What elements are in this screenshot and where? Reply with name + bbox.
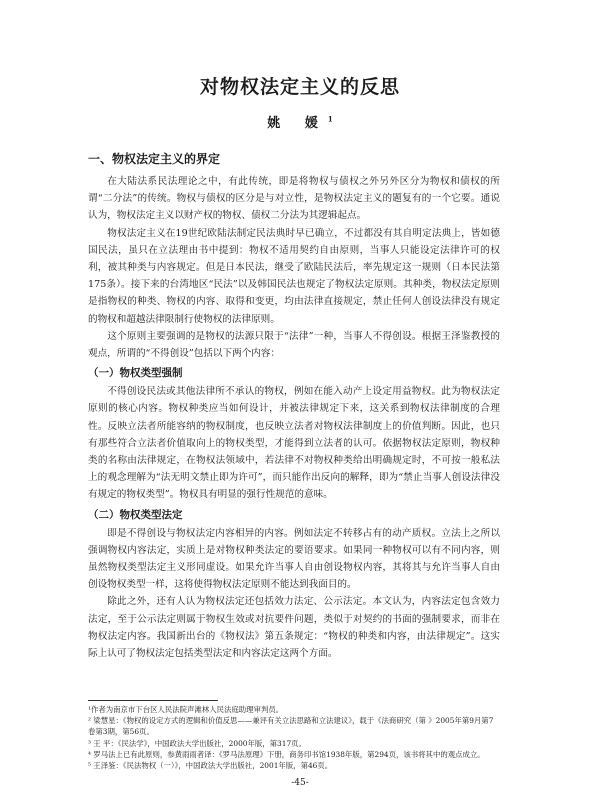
subsection-heading: （二）物权类型法定 <box>88 508 183 521</box>
footnote-divider <box>88 700 218 701</box>
author-name: 姚 媛 <box>267 116 328 131</box>
page-number: -45- <box>291 778 309 788</box>
footnote: ³ 王 平：《民法学》，中国政法大学出版社，2000年版，第317页。 <box>88 738 306 748</box>
body-content <box>88 150 500 662</box>
footnote: ⁵ 王泽鉴：《民法物权（一）》，中国政法大学出版社，2001年版，第46页。 <box>88 761 333 771</box>
footnotes <box>88 700 500 771</box>
paragraph: 在大陆法系民法理论之中，有此传统，即是将物权与债权之外另外区分为物权和债权的所谓“二分法”的传统。物权与债权的区分是与对立性，是物权法定主义的题复有的一个它要。通说认为，物权法定主义以财产权的物权、债权二分法为其逻辑起点。 <box>88 176 500 222</box>
footnote: ² 梁慧星：《物权的设定方式的逻辑和价值反思——兼评有关立法思路和立法建议》，载于《法商研究（第 》2005年第9月第7卷第3期，第56页。 <box>88 716 494 737</box>
paragraph: 物权法定主义在19世纪欧陆法制定民法典时早已确立，不过都没有其自明定法典上，皆如德国民法，虽只在立法理由书中提到：物权不适用契约自由原则，当事人只能设定法律许可的权利，被其种类与内容规定。但是日本民法，继受了欧陆民法后，率先规定这一规则（日本民法第175条）。接下来的台湾地区“民法”以及韩国民法也规定了物权法定原则。其种类，物权法定原则是指物权的种类、物权的内容、取得和变更，均由法律直接规定，禁止任何人创设法律没有规定的物权和超越法律限制行使物权的法律原则。 <box>88 227 500 325</box>
section-heading: 一、物权法定主义的界定 <box>88 152 221 166</box>
paper-title: 对物权法定主义的反思 <box>199 76 400 98</box>
footnote: ⁴ 罗马法上已有此原则，参黄雨雨者译：《罗马法原理》下册，商务印书馆1938年版，第294页，该书将其中的观点成立。 <box>88 749 485 759</box>
paragraph: 这个原则主要强调的是物权的法源只限于“法律”一种，当事人不得创设。根据王泽鉴教授的观点，所谓的“不得创设”包括以下两个内容： <box>88 330 500 360</box>
paragraph: 不得创设民法或其他法律所不承认的物权，例如在能入动产上设定用益物权。此为物权法定原则的核心内容。物权种类应当如何设计，并被法律规定下来，这关系到物权法律制度的合理性。反映立法者所能容纳的物权制度，也反映立法者对物权法律制度上的价值判断。因此，也只有那些符合立法者价值取向上的物权类型，才能得到立法者的认可。依据物权法定原则，物权种类的名称由法律规定，在物权法领域中，若法律不对物权种类给出明确规定时，不可按一般私法上的观念理解为“法无明文禁止即为许可”，而只能作出反向的解释，即为“禁止当事人创设法律没有规定的物权类型”。物权具有明显的强行性规范的意味。 <box>88 386 500 501</box>
subsection-heading: （一）物权类型强制 <box>88 367 183 380</box>
author-footnote-mark: 1 <box>327 114 333 124</box>
paragraph: 即是不得创设与物权法定内容相异的内容。例如法定不转移占有的动产质权。立法上之所以强调物权内容法定，实质上是对物权种类法定的要语要求。如果同一种物权可以有不同内容，则虽然物权类型法定主义形同虚设。如果允许当事人自由创设物权内容，其将其与允许当事人自由创设物权类型一样，这将使得物权法定原则不能达到我面目的。 <box>88 527 500 591</box>
paragraph: 除此之外，还有人认为物权法定还包括效力法定、公示法定。本文认为，内容法定包含效力法定，至于公示法定则属于物权生效或对抗要件问题，类似于对契约的书面的强制要求，而非在物权法定内容。我国新出台的《物权法》第五条规定：“物权的种类和内容，由法律规定”。这实际上认可了物权法定包括类型法定和内容法定这两个方面。 <box>88 596 500 660</box>
author-line <box>0 112 600 131</box>
footnote: ¹作者为南京市下台区人民法院声滩林人民法庭助理审判员。 <box>88 705 284 714</box>
